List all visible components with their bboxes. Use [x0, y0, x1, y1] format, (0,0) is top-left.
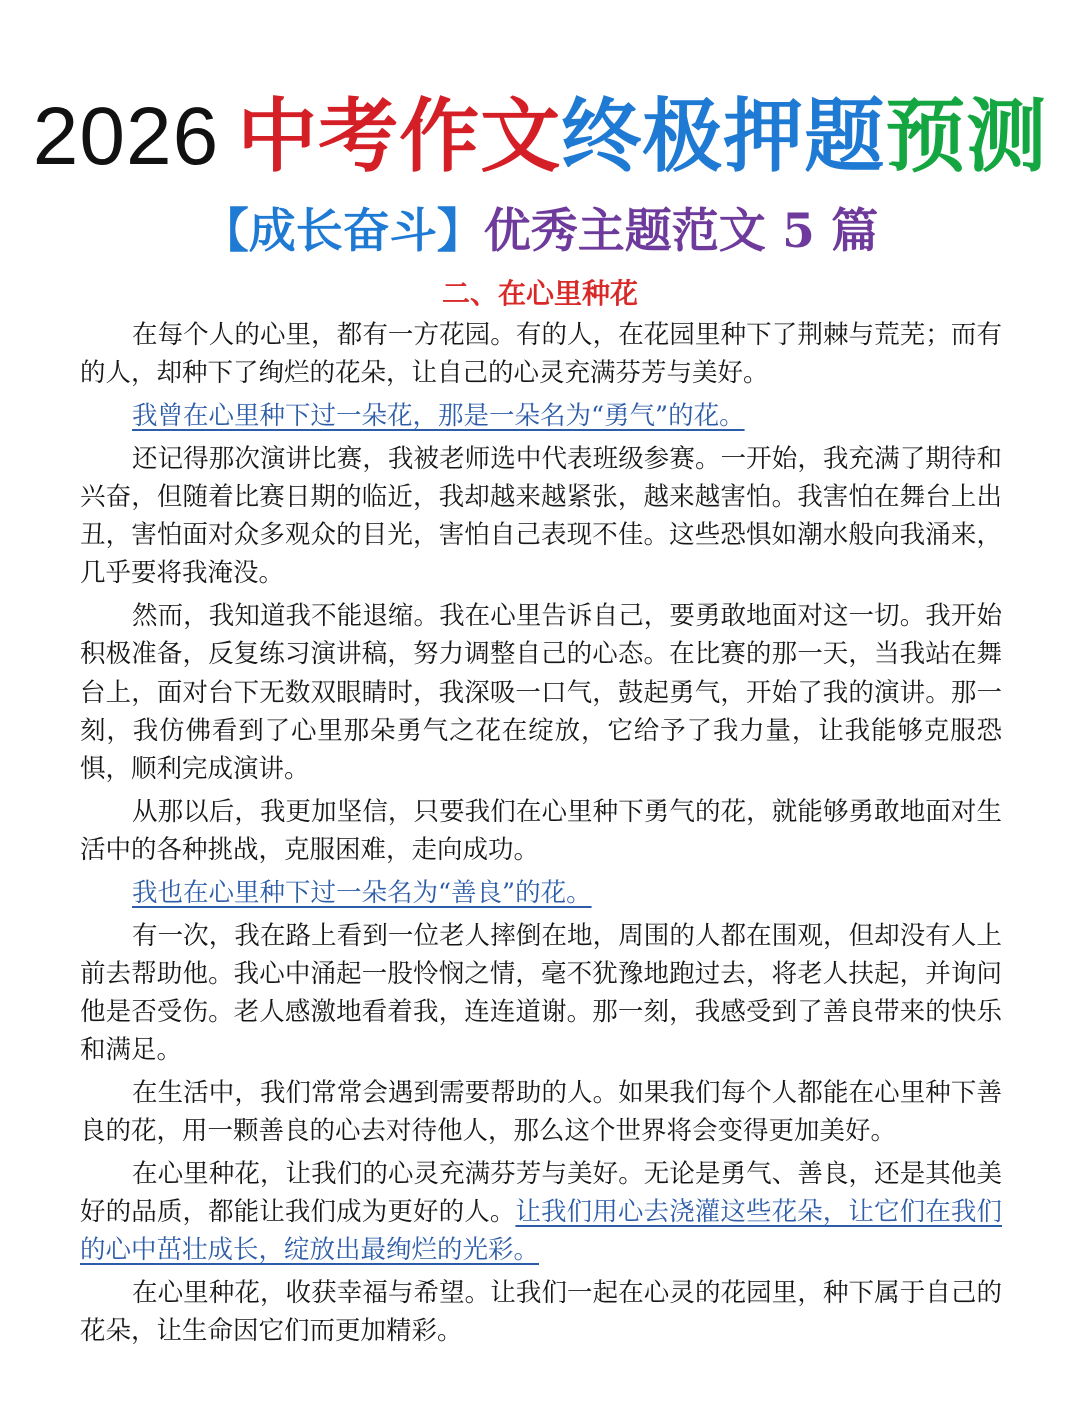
paragraph-2: [80, 397, 1002, 435]
paragraph-9: [80, 1155, 1002, 1270]
paragraph-8: 在生活中，我们常常会遇到需要帮助的人。如果我们每个人都能在心里种下善良的花，用一颗善良的心去对待他人，那么这个世界将会变得更加美好。: [80, 1078, 1002, 1147]
paragraph-5: 从那以后，我更加坚信，只要我们在心里种下勇气的花，就能够勇敢地面对生活中的各种挑战，克服困难，走向成功。: [80, 796, 1002, 866]
title-green-part: 预测: [885, 90, 1048, 183]
paragraph-10: 在心里种花，收获幸福与希望。让我们一起在心灵的花园里，种下属于自己的花朵，让生命因它们而更加精彩。: [80, 1278, 1002, 1347]
title-year: 2026: [32, 91, 220, 182]
subtitle-description: 优秀主题范文 5 篇: [483, 204, 879, 259]
paragraph-6: [80, 874, 1002, 912]
subtitle: [0, 196, 1080, 268]
article-body: [80, 316, 1002, 1355]
paragraph-9-plain-text: 在心里种花，让我们的心灵充满芬芳与美好。无论是勇气、善良，还是其他美好的品质，都能让我们成为更好的人。: [80, 1159, 1002, 1228]
paragraph-7: 有一次，我在路上看到一位老人摔倒在地，周围的人都在围观，但却没有人上前去帮助他。我心中涌起一股怜悯之情，毫不犹豫地跑过去，将老人扶起，并询问他是否受伤。老人感激地看着我，连连道谢。那一刻，我感受到了善良带来的快乐和满足。: [80, 920, 1002, 1066]
main-title: [0, 82, 1080, 192]
paragraph-1: 在每个人的心里，都有一方花园。有的人，在花园里种下了荆棘与荒芜；而有的人，却种下了绚烂的花朵，让自己的心灵充满芬芳与美好。: [80, 320, 1002, 389]
highlighted-sentence-courage: 我曾在心里种下过一朵花，那是一朵名为“勇气”的花。: [132, 401, 745, 431]
paragraph-4: 然而，我知道我不能退缩。我在心里告诉自己，要勇敢地面对这一切。我开始积极准备，反复练习演讲稿，努力调整自己的心态。在比赛的那一天，当我站在舞台上，面对台下无数双眼睛时，我深吸一口气，鼓起勇气，开始了我的演讲。那一刻，我仿佛看到了心里那朵勇气之花在绽放，它给予了我力量，让我能够克服恐惧，顺利完成演讲。: [80, 601, 1002, 785]
title-blue-part: 终极押题: [561, 90, 886, 183]
paragraph-3: 还记得那次演讲比赛，我被老师选中代表班级参赛。一开始，我充满了期待和兴奋，但随着比赛日期的临近，我却越来越紧张，越来越害怕。我害怕在舞台上出丑，害怕面对众多观众的目光，害怕自己表现不佳。这些恐惧如潮水般向我涌来，几乎要将我淹没。: [80, 443, 1002, 589]
section-title: 二、在心里种花: [441, 277, 638, 310]
highlighted-sentence-conclusion: 让我们用心去浇灌这些花朵，让它们在我们的心中茁壮成长，绽放出最绚烂的光彩。: [80, 1197, 1002, 1266]
title-red-part: 中考作文: [237, 90, 562, 183]
subtitle-theme: 【成长奋斗】: [201, 204, 484, 259]
highlighted-sentence-kindness: 我也在心里种下过一朵名为“善良”的花。: [132, 877, 592, 908]
